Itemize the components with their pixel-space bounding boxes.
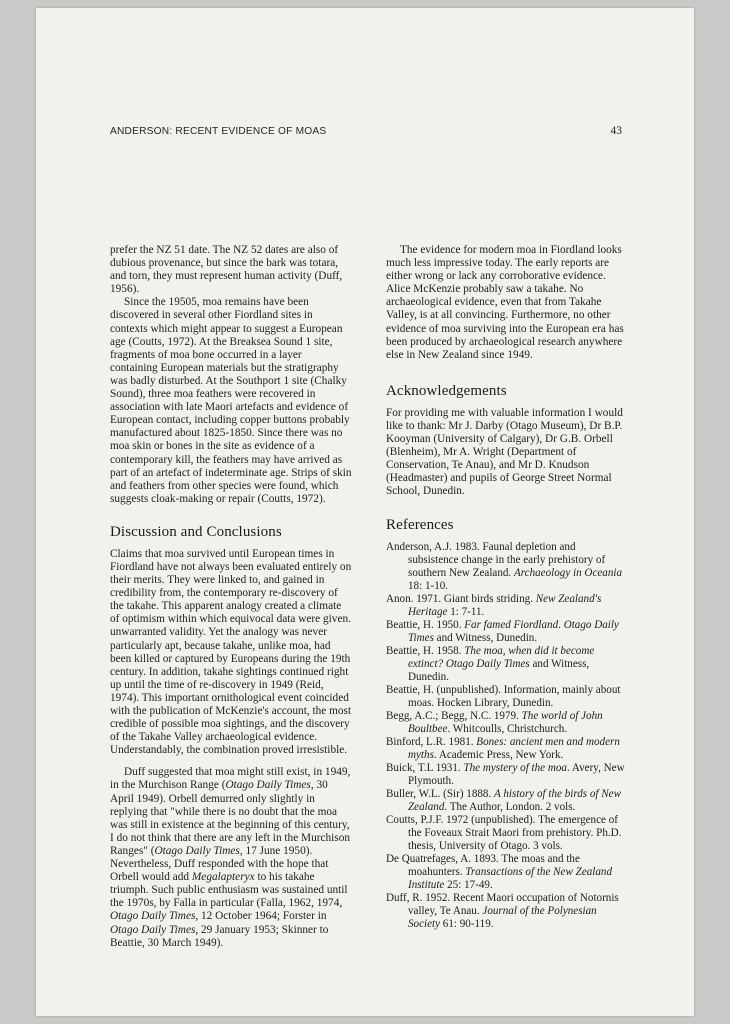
right-column [386, 244, 628, 950]
section-heading-acknowledgements: Acknowledgements [386, 382, 507, 399]
section-heading-references: References [386, 516, 454, 533]
reference-entry: De Quatrefages, A. 1893. The moas and the moahunters. Transactions of the New Zealand Institute 25: 17-49. [386, 852, 613, 891]
paragraph: Since the 19505, moa remains have been discovered in several other Fiordland sites in contexts which might appear to suggest a European age (Coutts, 1972). At the Breaksea Sound 1 site, fragments of moa bone occurred in a layer containing European materials but the stratigraphy was badly disturbed. At the Southport 1 site (Chalky Sound), three moa feathers were recovered in association with late Maori artefacts and evidence of European contact, including copper buttons probably manufactured about 1825-1850. Since there was no moa skin or bones in the site as evidence of a contemporary kill, the feathers may have arrived as part of an artefact of indeterminate age. Strips of skin and feathers from other species were found, which suggests cloak-making or repair (Coutts, 1972). [110, 296, 352, 505]
reference-entry: Anon. 1971. Giant birds striding. New Zealand's Heritage 1: 7-11. [386, 592, 602, 618]
reference-entry: Beattie, H. (unpublished). Information, mainly about moas. Hocken Library, Dunedin. [386, 683, 621, 709]
paragraph: Claims that moa survived until European times in Fiordland have not always been evaluated entirely on their merits. They were linked to, and gained in credibility from, the contemporary re-discovery of the takahe. This apparent analogy created a climate of optimism within which equivocal data were given. unwarranted validity. Yet the analogy was never particularly apt, because takahe, unlike moa, had been killed or captured by Europeans during the 19th century. In addition, takahe sightings continued right up until the time of re-discovery in 1949 (Reid, 1974). This important ornithological event coincided with the publication of McKenzie's account, the most credible of possible moa sightings, and the discovery of the Takahe Valley archaeological evidence. Understandably, the combination proved irresistible. [110, 547, 352, 757]
paragraph: prefer the NZ 51 date. The NZ 52 dates are also of dubious provenance, but since the bark was totara, and torn, they must represent human activity (Duff, 1956). [110, 244, 343, 296]
paragraph: The evidence for modern moa in Fiordland looks much less impressive today. The early reports are either wrong or lack any corroborative evidence. Alice McKenzie probably saw a takahe. No archaeological evidence, even that from Takahe Valley, is at all convincing. Furthermore, no other evidence of moa surviving into the European era has been produced by archaeological research anywhere else in New Zealand since 1949. [386, 244, 624, 361]
reference-entry: Begg, A.C.; Begg, N.C. 1979. The world of John Boultbee. Whitcoulls, Christchurch. [386, 709, 603, 735]
paragraph: Duff suggested that moa might still exist, in 1949, in the Murchison Range (Otago Daily Times, 30 April 1949). Orbell demurred only slightly in replying that "while there is no doubt that the moa was still in existence at the beginning of this century, I do not think that there are any left in the Murchison Ranges" (Otago Daily Times, 17 June 1950). Nevertheless, Duff responded with the hope that Orbell would add Megalapteryx to his takahe triumph. Such public enthusiasm was sustained until the 1970s, by Falla in particular (Falla, 1962, 1974, Otago Daily Times, 12 October 1964; Forster in Otago Daily Times, 29 January 1953; Skinner to Beattie, 30 March 1949). [110, 766, 351, 949]
paragraph: For providing me with valuable information I would like to thank: Mr J. Darby (Otago Museum), Dr B.P. Kooyman (University of Calgary), Dr G.B. Orbell (Blenheim), Mr A. Wright (Department of Conservation, Te Anau), and Mr D. Knudson (Headmaster) and pupils of George Street Normal School, Dunedin. [386, 406, 623, 498]
reference-entry: Coutts, P.J.F. 1972 (unpublished). The emergence of the Foveaux Strait Maori from prehistory. Ph.D. thesis, University of Otago. 3 vols. [386, 813, 622, 852]
document-page [36, 8, 694, 1016]
two-column-body [110, 244, 628, 950]
reference-entry: Beattie, H. 1950. Far famed Fiordland. Otago Daily Times and Witness, Dunedin. [386, 618, 619, 644]
page-number: 43 [610, 125, 622, 137]
reference-entry: Binford, L.R. 1981. Bones: ancient men and modern myths. Academic Press, New York. [386, 735, 620, 761]
section-heading-discussion: Discussion and Conclusions [110, 523, 282, 540]
page-content [36, 8, 694, 1016]
left-column [110, 244, 352, 950]
reference-entry: Buller, W.L. (Sir) 1888. A history of the birds of New Zealand. The Author, London. 2 vols. [386, 787, 621, 813]
reference-entry: Beattie, H. 1958. The moa, when did it become extinct? Otago Daily Times and Witness, Dunedin. [386, 644, 595, 683]
reference-entry: Duff, R. 1952. Recent Maori occupation of Notornis valley, Te Anau. Journal of the Polynesian Society 61: 90-119. [386, 891, 619, 930]
reference-entry: Anderson, A.J. 1983. Faunal depletion and subsistence change in the early prehistory of southern New Zealand. Archaeology in Oceania 18: 1-10. [386, 540, 623, 592]
reference-entry: Buick, T.L 1931. The mystery of the moa. Avery, New Plymouth. [386, 761, 625, 787]
reference-list [386, 541, 628, 931]
running-head: ANDERSON: RECENT EVIDENCE OF MOAS [110, 126, 327, 137]
